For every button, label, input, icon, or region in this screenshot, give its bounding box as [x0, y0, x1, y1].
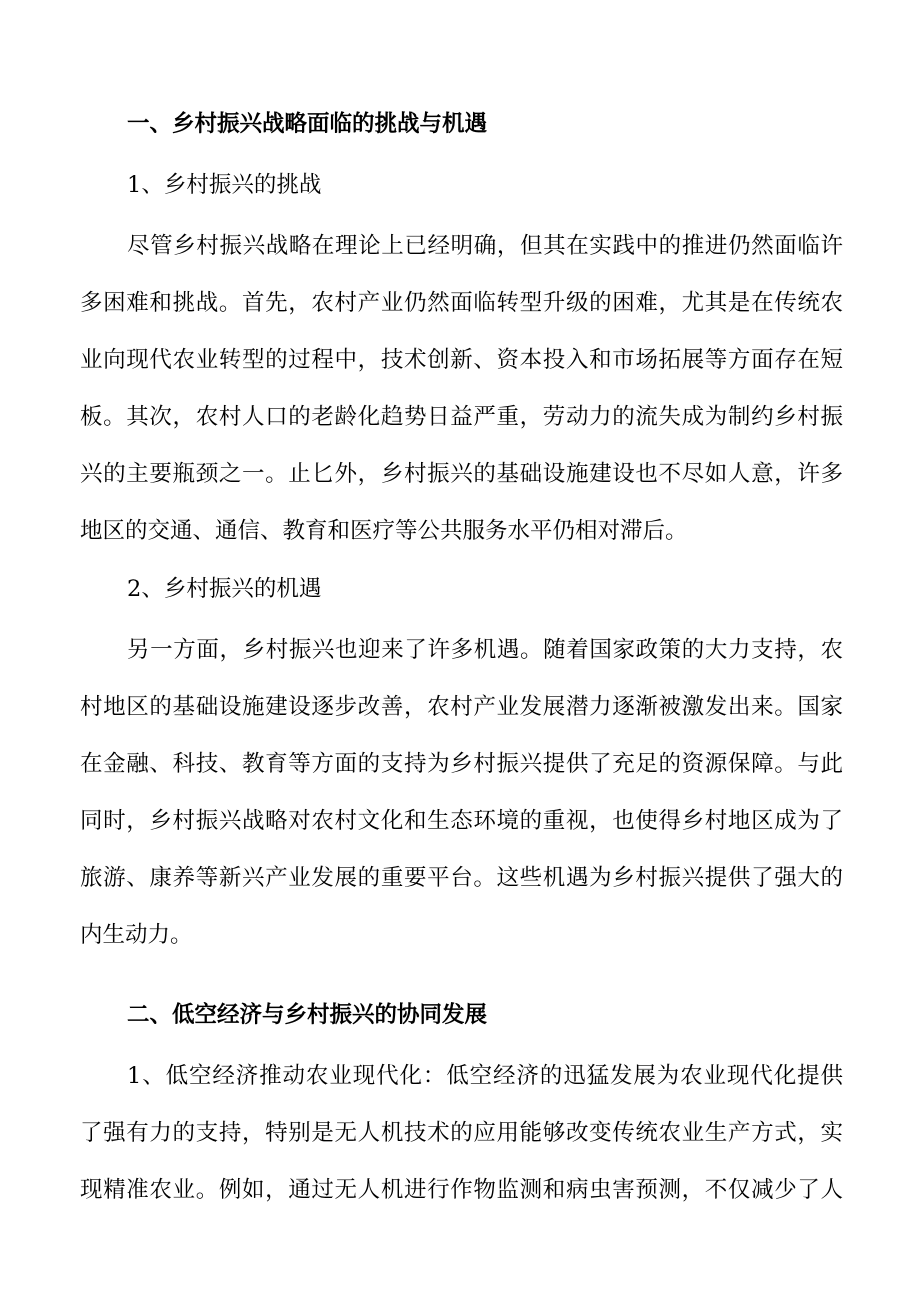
paragraph-line: 兴的主要瓶颈之一。止匕外，乡村振兴的基础设施建设也不尽如人意，许多	[80, 461, 843, 487]
paragraph-line: 多困难和挑战。首先，农村产业仍然面临转型升级的困难，尤其是在传统农	[80, 290, 843, 316]
paragraph-line: 尽管乡村振兴战略在理论上已经明确，但其在实践中的推进仍然面临许	[127, 233, 843, 259]
paragraph-line: 另一方面，乡村振兴也迎来了许多机遇。随着国家政策的大力支持，农	[127, 637, 843, 663]
paragraph-line: 旅游、康养等新兴产业发展的重要平台。这些机遇为乡村振兴提供了强大的	[80, 865, 843, 891]
paragraph-line: 同时，乡村振兴战略对农村文化和生态环境的重视，也使得乡村地区成为了	[80, 808, 843, 834]
section-heading-1: 一、乡村振兴战略面临的挑战与机遇	[127, 111, 488, 137]
paragraph-line: 村地区的基础设施建设逐步改善，农村产业发展潜力逐渐被激发出来。国家	[80, 694, 843, 720]
paragraph-line: 业向现代农业转型的过程中，技术创新、资本投入和市场拓展等方面存在短	[80, 347, 843, 373]
subsection-title-opportunities: 2、乡村振兴的机遇	[127, 576, 322, 602]
paragraph-line: 现精准农业。例如，通过无人机进行作物监测和病虫害预测，不仅减少了人	[80, 1177, 843, 1203]
subsection-title-challenges: 1、乡村振兴的挑战	[127, 172, 322, 198]
paragraph-line: 板。其次，农村人口的老龄化趋势日益严重，劳动力的流失成为制约乡村振	[80, 404, 843, 430]
paragraph-line: 1、低空经济推动农业现代化：低空经济的迅猛发展为农业现代化提供	[127, 1063, 843, 1089]
paragraph-line: 在金融、科技、教育等方面的支持为乡村振兴提供了充足的资源保障。与此	[80, 751, 843, 777]
paragraph-line: 了强有力的支持，特别是无人机技术的应用能够改变传统农业生产方式，实	[80, 1120, 843, 1146]
section-heading-2: 二、低空经济与乡村振兴的协同发展	[127, 1002, 488, 1028]
paragraph-line: 内生动力。	[80, 922, 193, 948]
paragraph-line: 地区的交通、通信、教育和医疗等公共服务水平仍相对滞后。	[80, 518, 688, 544]
